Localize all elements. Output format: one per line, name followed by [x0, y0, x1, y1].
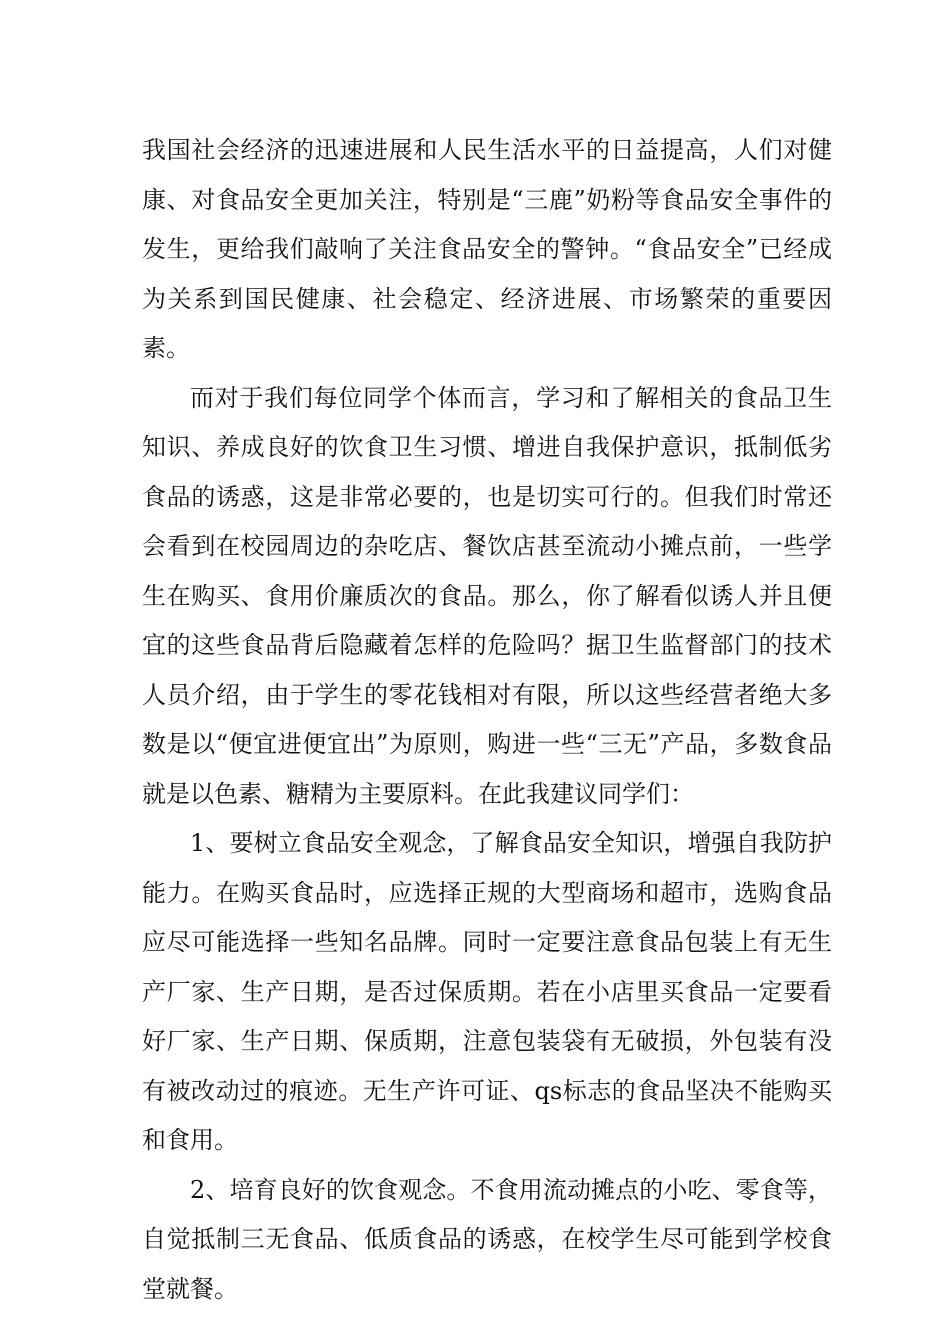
paragraph-4: 2、培育良好的饮食观念。不食用流动摊点的小吃、零食等，自觉抵制三无食品、低质食品的诱惑，在校学生尽可能到学校食堂就餐。 [142, 1175, 832, 1303]
document-body [142, 126, 832, 1314]
paragraph-2: 而对于我们每位同学个体而言，学习和了解相关的食品卫生知识、养成良好的饮食卫生习惯、增进自我保护意识，抵制低劣食品的诱惑，这是非常必要的，也是切实可行的。但我们时常还会看到在校园周边的杂吃店、餐饮店甚至流动小摊点前，一些学生在购买、食用价廉质次的食品。那么，你了解看似诱人并且便宜的这些食品背后隐藏着怎样的危险吗？据卫生监督部门的技术人员介绍，由于学生的零花钱相对有限，所以这些经营者绝大多数是以“便宜进便宜出”为原则，购进一些“三无”产品，多数食品就是以色素、糖精为主要原料。在此我建议同学们： [142, 383, 832, 808]
paragraph-1: 我国社会经济的迅速进展和人民生活水平的日益提高，人们对健康、对食品安全更加关注，特别是“三鹿”奶粉等食品安全事件的发生，更给我们敲响了关注食品安全的警钟。“食品安全”已经成为关系到国民健康、社会稳定、经济进展、市场繁荣的重要因素。 [142, 136, 832, 362]
paragraph-3: 1、要树立食品安全观念，了解食品安全知识，增强自我防护能力。在购买食品时，应选择正规的大型商场和超市，选购食品应尽可能选择一些知名品牌。同时一定要注意食品包装上有无生产厂家、生产日期，是否过保质期。若在小店里买食品一定要看好厂家、生产日期、保质期，注意包装袋有无破损，外包装有没有被改动过的痕迹。无生产许可证、qs标志的食品坚决不能购买和食用。 [142, 829, 832, 1154]
